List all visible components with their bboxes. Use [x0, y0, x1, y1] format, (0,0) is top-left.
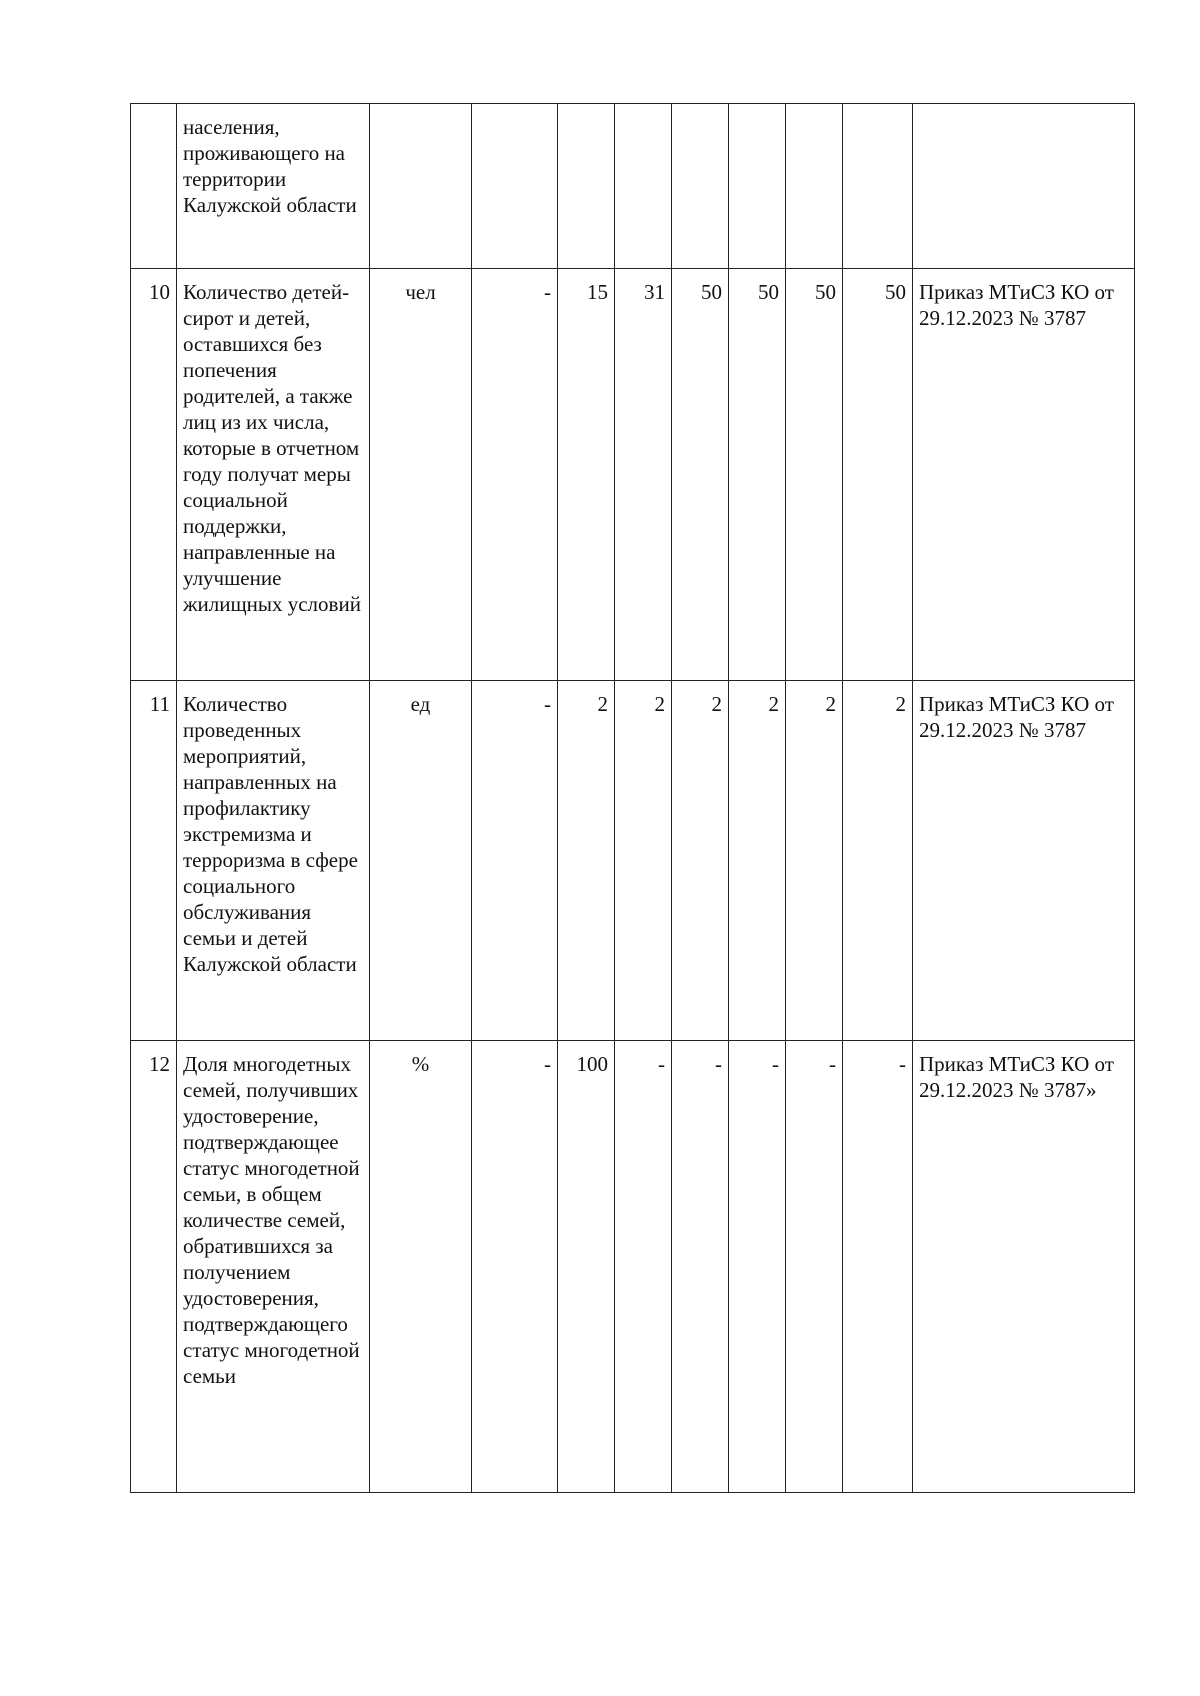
row-number-cell: 11 [131, 681, 177, 1041]
value-cell: 2 [558, 681, 615, 1041]
value-cell: - [615, 1041, 672, 1493]
unit-cell: ед [370, 681, 472, 1041]
value-cell: - [729, 1041, 786, 1493]
value-cell: 2 [729, 681, 786, 1041]
source-cell: Приказ МТиСЗ КО от 29.12.2023 № 3787 [913, 269, 1135, 681]
value-cell [472, 104, 558, 269]
value-cell: - [472, 681, 558, 1041]
value-cell [672, 104, 729, 269]
value-cell: - [472, 269, 558, 681]
value-cell: 31 [615, 269, 672, 681]
row-number-cell: 10 [131, 269, 177, 681]
unit-cell: чел [370, 269, 472, 681]
table-row [131, 681, 1135, 1041]
value-cell [843, 104, 913, 269]
indicator-name-cell: населения, проживающего на территории Калужской области [177, 104, 370, 269]
value-cell [615, 104, 672, 269]
value-cell: 2 [786, 681, 843, 1041]
value-cell: 2 [672, 681, 729, 1041]
value-cell: 50 [786, 269, 843, 681]
value-cell: 50 [672, 269, 729, 681]
value-cell: 50 [729, 269, 786, 681]
table-row [131, 1041, 1135, 1493]
value-cell: - [843, 1041, 913, 1493]
indicators-table [130, 103, 1135, 1493]
value-cell [729, 104, 786, 269]
value-cell: 15 [558, 269, 615, 681]
indicator-name-cell: Количество детей-сирот и детей, оставшихся без попечения родителей, а также лиц из их числа, которые в отчетном году получат меры социальной поддержки, направленные на улучшение жилищных условий [177, 269, 370, 681]
row-number-cell [131, 104, 177, 269]
table-row [131, 104, 1135, 269]
row-number-cell: 12 [131, 1041, 177, 1493]
value-cell: 2 [615, 681, 672, 1041]
source-cell: Приказ МТиСЗ КО от 29.12.2023 № 3787 [913, 681, 1135, 1041]
value-cell: - [472, 1041, 558, 1493]
unit-cell: % [370, 1041, 472, 1493]
value-cell [558, 104, 615, 269]
unit-cell [370, 104, 472, 269]
value-cell: 2 [843, 681, 913, 1041]
source-cell: Приказ МТиСЗ КО от 29.12.2023 № 3787» [913, 1041, 1135, 1493]
source-cell [913, 104, 1135, 269]
value-cell: - [672, 1041, 729, 1493]
table-row [131, 269, 1135, 681]
value-cell [786, 104, 843, 269]
indicator-name-cell: Доля многодетных семей, получивших удостоверение, подтверждающее статус многодетной семьи, в общем количестве семей, обратившихся за получением удостоверения, подтверждающего статус многодетной семьи [177, 1041, 370, 1493]
value-cell: 100 [558, 1041, 615, 1493]
value-cell: - [786, 1041, 843, 1493]
indicator-name-cell: Количество проведенных мероприятий, направленных на профилактику экстремизма и терроризма в сфере социального обслуживания семьи и детей Калужской области [177, 681, 370, 1041]
value-cell: 50 [843, 269, 913, 681]
